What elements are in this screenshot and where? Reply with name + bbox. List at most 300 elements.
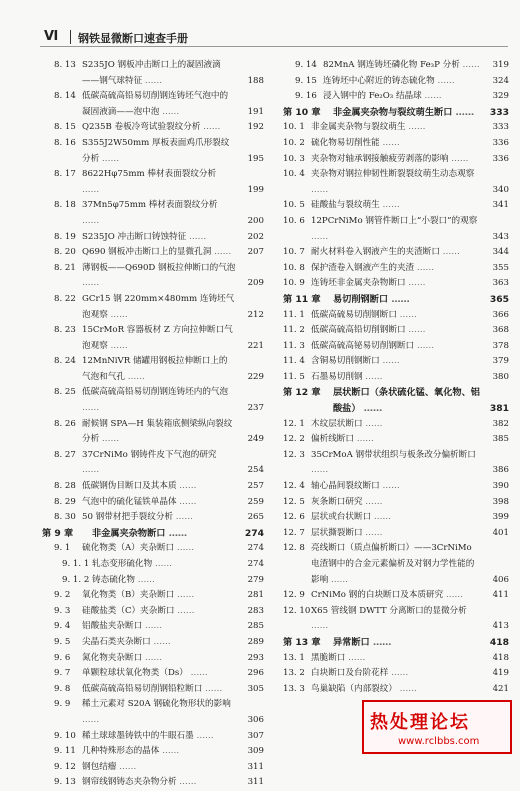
leader-dots: …… <box>176 496 197 507</box>
toc-entry-title: 35CrMoA 钢带状组织与板条改分偏析断口 <box>311 449 476 460</box>
toc-entry-number: 9. 8 <box>54 683 71 694</box>
leader-dots: …… <box>379 137 400 148</box>
toc-entry-page: 281 <box>246 588 264 604</box>
leader-dots: …… <box>434 75 455 86</box>
toc-entry-number: 12. 4 <box>283 481 305 492</box>
toc-entry-number: 12. 9 <box>283 590 305 601</box>
toc-entry-title-wrap <box>311 666 509 682</box>
toc-entry-page: 399 <box>491 510 509 526</box>
toc-entry-page: 212 <box>246 308 264 324</box>
leader-dots: …… <box>107 309 128 320</box>
toc-entry-title: 木纹层状断口 <box>311 418 363 429</box>
toc-entry-title: 稀土元素对 S20A 钢硫化物形状的影响 <box>82 699 231 710</box>
leader-dots: …… <box>353 434 374 445</box>
toc-entry <box>40 495 264 511</box>
leader-dots: …… <box>345 652 366 663</box>
leader-dots: …… <box>142 621 163 632</box>
toc-entry-number: 8. 15 <box>54 122 76 133</box>
toc-entry-number: 13. 1 <box>283 652 305 663</box>
page-header <box>0 0 520 44</box>
toc-entry <box>281 308 509 324</box>
toc-entry-title: S235JO 冲击断口铸蚀特征 <box>82 231 187 242</box>
toc-entry-title: 8622Hφ75mm 棒材表面裂纹分析 <box>82 169 217 180</box>
toc-entry <box>281 666 509 682</box>
toc-entry-title: 12MnNiVR 储罐用钢板拉伸断口上的气泡和气孔 <box>82 356 228 382</box>
toc-entry-title: 硫化物类（A）夹杂断口 <box>82 543 175 554</box>
toc-entry-number: 12. 5 <box>283 496 305 507</box>
toc-entry-number: 11. 5 <box>283 371 305 382</box>
toc-entry-number: 8. 26 <box>54 418 76 429</box>
toc-entry-title: 氧化物类（B）夹杂断口 <box>82 590 175 601</box>
toc-entry-page: 274 <box>246 541 264 557</box>
toc-entry-title: 薄钢板——Q690D 钢板拉伸断口的气泡 <box>82 262 236 273</box>
toc-entry <box>40 58 264 89</box>
toc-entry-title-wrap <box>82 261 264 292</box>
toc-entry-page: 305 <box>246 682 264 698</box>
toc-entry-page: 406 <box>491 573 509 589</box>
toc-entry-title-wrap <box>311 136 509 152</box>
toc-entry-page: 257 <box>246 479 264 495</box>
toc-entry-title: 铸态硫化物 <box>92 574 135 585</box>
toc-entry-number: 13. 3 <box>283 683 305 694</box>
toc-entry-title: 低碳高硫高铅切削钢断口 <box>311 325 406 336</box>
toc-entry <box>40 588 264 604</box>
page-number: Ⅵ <box>44 29 60 44</box>
toc-entry-title-wrap <box>333 105 509 121</box>
toc-entry-number: 8. 27 <box>54 449 76 460</box>
leader-dots: …… <box>142 75 163 86</box>
toc-entry-title: 铝酸盐夹杂断口 <box>82 621 143 632</box>
leader-dots: …… <box>82 278 100 289</box>
toc-entry-title-wrap <box>311 261 509 277</box>
toc-entry-title-wrap <box>82 323 264 354</box>
toc-entry <box>281 588 509 604</box>
toc-entry-number: 12. 2 <box>283 434 305 445</box>
toc-entry <box>281 432 509 448</box>
leader-dots: …… <box>107 340 128 351</box>
toc-entry <box>281 479 509 495</box>
toc-entry-title: 钢包结瘤 <box>82 761 117 772</box>
leader-dots: …… <box>388 668 409 679</box>
leader-dots: …… <box>371 512 392 523</box>
toc-entry-title: 偏析线断口 <box>311 434 354 445</box>
toc-entry-title-wrap <box>323 89 509 105</box>
toc-entry-title-wrap <box>82 58 264 89</box>
toc-entry <box>281 323 509 339</box>
toc-entry <box>40 775 264 791</box>
toc-entry-title-wrap <box>82 760 264 776</box>
toc-entry-page: 192 <box>246 120 264 136</box>
toc-entry-number: 12. 7 <box>283 527 305 538</box>
leader-dots: …… <box>311 465 329 476</box>
toc-entry-number: 8. 14 <box>54 91 76 102</box>
toc-chapter-entry <box>281 385 509 416</box>
toc-entry-title: 轴心晶间裂纹断口 <box>311 481 380 492</box>
toc-entry <box>281 526 509 542</box>
toc-entry-number: 11. 1 <box>283 309 305 320</box>
toc-entry-title: 15CrMoR 容器板材 Z 方向拉伸断口气泡观察 <box>82 325 233 351</box>
toc-entry <box>281 354 509 370</box>
toc-entry-title-wrap <box>311 339 509 355</box>
toc-entry-title-wrap <box>82 495 264 511</box>
toc-entry-title-wrap <box>311 682 509 698</box>
leader-dots: …… <box>134 574 155 585</box>
leader-dots: …… <box>187 668 208 679</box>
toc-entry-page: 385 <box>491 432 509 448</box>
toc-entry-page: 311 <box>246 760 264 776</box>
toc-entry-title-wrap <box>82 136 264 167</box>
toc-entry-page: 279 <box>246 573 264 589</box>
toc-entry-number: 10. 1 <box>283 122 305 133</box>
toc-entry-title-wrap <box>82 167 264 198</box>
toc-entry-page: 259 <box>246 495 264 511</box>
toc-entry-page: 378 <box>491 339 509 355</box>
toc-entry-title: 82MnA 钢连铸坯磷化物 Fe₃P 分析 <box>323 60 460 70</box>
toc-entry-number: 9. 1 <box>54 543 71 554</box>
toc-entry <box>281 89 509 105</box>
toc-entry <box>40 697 264 728</box>
toc-entry-title-wrap <box>311 167 509 198</box>
leader-dots: …… <box>99 153 120 164</box>
toc-entry-number: 13. 2 <box>283 668 305 679</box>
toc-entry-page: 365 <box>488 292 509 308</box>
toc-entry-number: 8. 29 <box>54 496 76 507</box>
toc-entry-number: 9. 1. 2 <box>62 574 90 585</box>
toc-entry-title: 保护渣卷入钢液产生的夹渣 <box>311 262 415 273</box>
toc-entry-title: 浸入钢中的 Fe₂O₃ 结晶球 <box>323 91 422 102</box>
toc-entry <box>281 276 509 292</box>
toc-entry-number: 8. 19 <box>54 231 76 242</box>
toc-entry-number: 第 13 章 <box>283 636 321 648</box>
toc-entry-number: 8. 23 <box>54 325 76 336</box>
toc-entry-title-wrap <box>82 666 264 682</box>
toc-entry-title: S355J2W50mm 厚板表面鸡爪形裂纹分析 <box>82 137 230 164</box>
toc-entry-title-wrap <box>311 604 509 635</box>
toc-entry-number: 10. 5 <box>283 200 305 211</box>
toc-entry-page: 329 <box>491 89 509 105</box>
toc-entry <box>281 152 509 168</box>
toc-entry-title: 易切削钢断口 <box>333 293 389 305</box>
toc-entry-number: 8. 28 <box>54 481 76 492</box>
toc-entry-number: 10. 9 <box>283 278 305 289</box>
toc-entry-title: 连铸坯中心附近的铸态硫化物 <box>323 75 435 86</box>
toc-entry-title: 低碳钢伪目断口及其本质 <box>82 481 177 492</box>
toc-entry-title-wrap <box>82 619 264 635</box>
toc-entry <box>281 510 509 526</box>
leader-dots: …… <box>82 184 100 195</box>
toc-entry-number: 9. 1. 1 <box>62 559 90 569</box>
toc-entry-title: 非金属夹杂物断口 <box>92 527 166 539</box>
toc-entry-page: 421 <box>491 682 509 698</box>
toc-entry-page: 283 <box>246 604 264 620</box>
toc-entry-number: 9. 6 <box>54 652 71 663</box>
toc-entry-number: 11. 2 <box>283 325 305 336</box>
toc-entry-title: 亮线断口（质点偏析断口）——3CrNiMo 电渣钢中的合金元素偏析及对钢力学性能的影响 <box>311 543 475 585</box>
toc-entry-number: 9. 13 <box>54 777 76 788</box>
toc-entry <box>40 635 264 651</box>
toc-entry <box>281 74 509 90</box>
toc-entry <box>40 573 264 589</box>
toc-entry-title-wrap <box>82 448 264 479</box>
toc-entry-page: 285 <box>246 619 264 635</box>
toc-entry <box>281 541 509 588</box>
toc-entry-title-wrap <box>82 651 264 667</box>
toc-entry-page: 311 <box>246 775 264 791</box>
toc-entry-title-wrap <box>82 744 264 760</box>
toc-entry-number: 8. 21 <box>54 262 76 273</box>
leader-dots: …… <box>311 184 329 195</box>
toc-entry-title-wrap <box>311 651 509 667</box>
toc-entry-number: 12. 1 <box>283 418 305 429</box>
toc-entry <box>40 744 264 760</box>
toc-entry-title-wrap <box>311 198 509 214</box>
toc-chapter-entry <box>40 526 264 542</box>
toc-entry-title: 层状撕裂断口 <box>311 527 363 538</box>
toc-entry-page: 344 <box>491 245 509 261</box>
toc-entry <box>281 339 509 355</box>
leader-dots: …… <box>379 481 400 492</box>
toc-entry <box>281 58 509 74</box>
watermark-text: 热处理论坛 <box>370 712 470 733</box>
toc-entry-title: 灰条断口研究 <box>311 496 363 507</box>
toc-entry-title: X65 管线钢 DWTT 分离断口的显微分析 <box>311 605 467 616</box>
toc-entry-page: 343 <box>491 230 509 246</box>
toc-entry-title: S235JO 钢板冲击断口上的凝固液滴——钢气球特征 <box>82 60 221 86</box>
toc-entry-title: 单颗粒球状氧化物类（Ds） <box>82 668 188 679</box>
toc-entry-title-wrap <box>82 775 264 791</box>
toc-entry <box>40 120 264 136</box>
toc-entry-title: 含铜易切削钢断口 <box>311 356 380 367</box>
toc-entry-title-wrap <box>92 573 264 589</box>
leader-dots: …… <box>82 465 100 476</box>
leader-dots: …… <box>405 122 426 133</box>
toc-entry <box>281 261 509 277</box>
header-divider <box>70 30 71 44</box>
leader-dots: …… <box>174 543 195 554</box>
toc-entry-title-wrap <box>82 479 264 495</box>
leader-dots: …… <box>405 278 426 289</box>
toc-entry-number: 8. 24 <box>54 356 76 367</box>
leader-dots: …… <box>414 262 435 273</box>
toc-entry-page: 265 <box>246 510 264 526</box>
toc-entry-number: 11. 4 <box>283 356 305 367</box>
toc-entry-title: GCr15 钢 220mm×480mm 连铸坯气泡观察 <box>82 293 235 320</box>
leader-dots: …… <box>124 371 145 382</box>
toc-entry-page: 199 <box>246 183 264 199</box>
toc-entry-number: 12. 3 <box>283 449 305 460</box>
toc-entry-title-wrap <box>92 557 264 573</box>
leader-dots: …… <box>211 247 232 258</box>
toc-entry-number: 8. 30 <box>54 512 76 523</box>
toc-entry-number: 第 11 章 <box>283 293 321 305</box>
toc-chapter-entry <box>281 105 509 121</box>
leader-dots: …… <box>82 714 100 725</box>
toc-entry-page: 366 <box>491 308 509 324</box>
toc-entry-title: 硅酸盐类（C）夹杂断口 <box>82 605 175 616</box>
toc-entry-title: 硫化物易切削性能 <box>311 137 380 148</box>
toc-entry <box>281 136 509 152</box>
toc-entry-title-wrap <box>311 354 509 370</box>
toc-entry <box>281 214 509 245</box>
toc-entry <box>40 729 264 745</box>
toc-entry-title: 夹杂物对轴承钢接触疲劳剥落的影响 <box>311 153 449 164</box>
toc-entry-number: 9. 9 <box>54 699 71 710</box>
toc-entry-page: 289 <box>246 635 264 651</box>
leader-dots: …… <box>142 652 163 663</box>
toc-entry-title: 钢帘线钢铸态夹杂物分析 <box>82 777 177 788</box>
toc-entry-title: 低碳高硫易切削钢断口 <box>311 309 397 320</box>
toc-entry-number: 9. 10 <box>54 730 76 741</box>
toc-entry-number: 8. 17 <box>54 169 76 180</box>
toc-entry-title-wrap <box>333 292 509 308</box>
leader-dots: …… <box>362 496 383 507</box>
toc-entry-page: 411 <box>491 588 509 604</box>
toc-entry <box>40 385 264 416</box>
toc-entry-page: 336 <box>491 136 509 152</box>
toc-entry-number: 9. 5 <box>54 636 71 647</box>
toc-entry-title-wrap <box>92 526 264 542</box>
toc-entry-title-wrap <box>311 323 509 339</box>
leader-dots: …… <box>439 247 460 258</box>
toc-right-column <box>281 58 509 697</box>
leader-dots: …… <box>159 746 180 757</box>
toc-entry-title: 稀土球球墨铸铁中的牛眼石墨 <box>82 730 194 741</box>
toc-entry-title-wrap <box>311 588 509 604</box>
toc-entry-title-wrap <box>311 152 509 168</box>
toc-entry-number: 10. 7 <box>283 247 305 258</box>
toc-entry-title: 50 钢带材把手裂纹分析 <box>82 512 174 523</box>
toc-entry-page: 419 <box>491 666 509 682</box>
toc-entry <box>40 448 264 479</box>
toc-entry-page: 274 <box>246 557 264 573</box>
toc-entry-number: 9. 7 <box>54 668 71 679</box>
toc-entry-title: 石墨易切削钢 <box>311 371 363 382</box>
leader-dots: …… <box>459 60 480 70</box>
toc-entry-title-wrap <box>82 245 264 261</box>
leader-dots: …… <box>200 122 221 133</box>
leader-dots: …… <box>362 371 383 382</box>
toc-entry <box>40 510 264 526</box>
leader-dots: …… <box>176 481 197 492</box>
toc-entry-title-wrap <box>311 479 509 495</box>
toc-entry-title: Q690 钢板冲击断口上的显微孔洞 <box>82 247 212 258</box>
toc-entry-title-wrap <box>311 214 509 245</box>
toc-entry <box>40 354 264 385</box>
toc-entry-page: 296 <box>246 666 264 682</box>
toc-entry-title: 耐候钢 SPA—H 集装箱底侧梁纵向裂纹分析 <box>82 418 233 445</box>
leader-dots: …… <box>174 590 195 601</box>
toc-entry <box>281 682 509 698</box>
toc-entry-number: 8. 18 <box>54 200 76 211</box>
toc-entry-title: 轧态变形硫化物 <box>92 559 153 569</box>
toc-entry-page: 336 <box>491 152 509 168</box>
toc-entry-page: 333 <box>488 105 509 121</box>
toc-entry-title: 尖晶石类夹杂断口 <box>82 636 151 647</box>
leader-dots: …… <box>159 106 180 117</box>
toc-entry-page: 413 <box>491 619 509 635</box>
toc-entry-title-wrap <box>311 526 509 542</box>
toc-entry-title-wrap <box>311 276 509 292</box>
toc-entry <box>40 245 264 261</box>
toc-entry-number: 第 10 章 <box>283 106 321 118</box>
leader-dots: …… <box>396 309 417 320</box>
leader-dots: …… <box>443 590 464 601</box>
toc-entry <box>281 604 509 635</box>
toc-entry-title: 非金属夹杂物与裂纹萌生 <box>311 122 406 133</box>
toc-entry-title-wrap <box>311 120 509 136</box>
leader-dots: …… <box>452 106 475 118</box>
toc-entry <box>40 541 264 557</box>
leader-dots: …… <box>421 91 442 102</box>
leader-dots: …… <box>396 683 417 694</box>
toc-entry-page: 341 <box>491 198 509 214</box>
toc-entry <box>40 89 264 120</box>
toc-chapter-entry <box>281 292 509 308</box>
leader-dots: …… <box>193 730 214 741</box>
toc-entry-title: 耐火材料卷入钢液产生的夹渣断口 <box>311 247 440 258</box>
toc-entry-page: 209 <box>246 276 264 292</box>
toc-entry-page: 274 <box>243 526 264 542</box>
toc-entry-number: 第 12 章 <box>283 387 321 399</box>
toc-entry-page: 188 <box>246 74 264 90</box>
toc-entry-title-wrap <box>311 495 509 511</box>
leader-dots: …… <box>165 527 188 539</box>
toc-entry-title-wrap <box>82 635 264 651</box>
toc-entry-number: 8. 22 <box>54 293 76 304</box>
toc-entry-title-wrap <box>333 635 509 651</box>
toc-entry-title-wrap <box>82 510 264 526</box>
toc-entry <box>40 479 264 495</box>
leader-dots: …… <box>150 636 171 647</box>
toc-entry <box>40 417 264 448</box>
toc-entry-number: 9. 3 <box>54 605 71 616</box>
toc-entry-title-wrap <box>82 120 264 136</box>
leader-dots: …… <box>362 527 383 538</box>
leader-dots: …… <box>414 340 435 351</box>
toc-entry-title-wrap <box>82 89 264 120</box>
toc-entry <box>281 370 509 386</box>
toc-entry-title: 鸟巢缺陷（内部裂纹） <box>311 683 397 694</box>
toc-entry-title: 非金属夹杂物与裂纹萌生断口 <box>333 106 453 118</box>
toc-entry-title: 37CrNiMo 钢铸件皮下气泡的研究 <box>82 449 217 460</box>
toc-entry-number: 10. 8 <box>283 262 305 273</box>
forum-watermark-stamp <box>362 700 512 754</box>
leader-dots: …… <box>174 605 195 616</box>
toc-entry <box>40 651 264 667</box>
toc-entry-number: 12. 10 <box>283 605 311 616</box>
toc-entry-page: 340 <box>491 183 509 199</box>
toc-entry-title: 层状断口（条状硫化锰、氧化物、铝酸盐） <box>333 387 480 415</box>
toc-entry-page: 379 <box>491 354 509 370</box>
toc-entry-title: 低碳高硫高铅易切削钢铅粒断口 <box>82 683 203 694</box>
toc-entry-number: 9. 2 <box>54 590 71 601</box>
leader-dots: …… <box>82 403 100 414</box>
toc-entry-title-wrap <box>82 604 264 620</box>
toc-entry-page: 363 <box>491 276 509 292</box>
leader-dots: …… <box>176 777 197 788</box>
toc-entry-page: 195 <box>246 152 264 168</box>
leader-dots: …… <box>311 621 329 632</box>
toc-entry <box>40 619 264 635</box>
toc-entry <box>281 167 509 198</box>
toc-entry-page: 418 <box>491 651 509 667</box>
toc-entry-title-wrap <box>82 385 264 416</box>
toc-entry-page: 254 <box>246 463 264 479</box>
leader-dots: …… <box>360 403 383 415</box>
toc-entry-title-wrap <box>311 417 509 433</box>
toc-entry-page: 200 <box>246 214 264 230</box>
toc-entry-page: 207 <box>246 245 264 261</box>
